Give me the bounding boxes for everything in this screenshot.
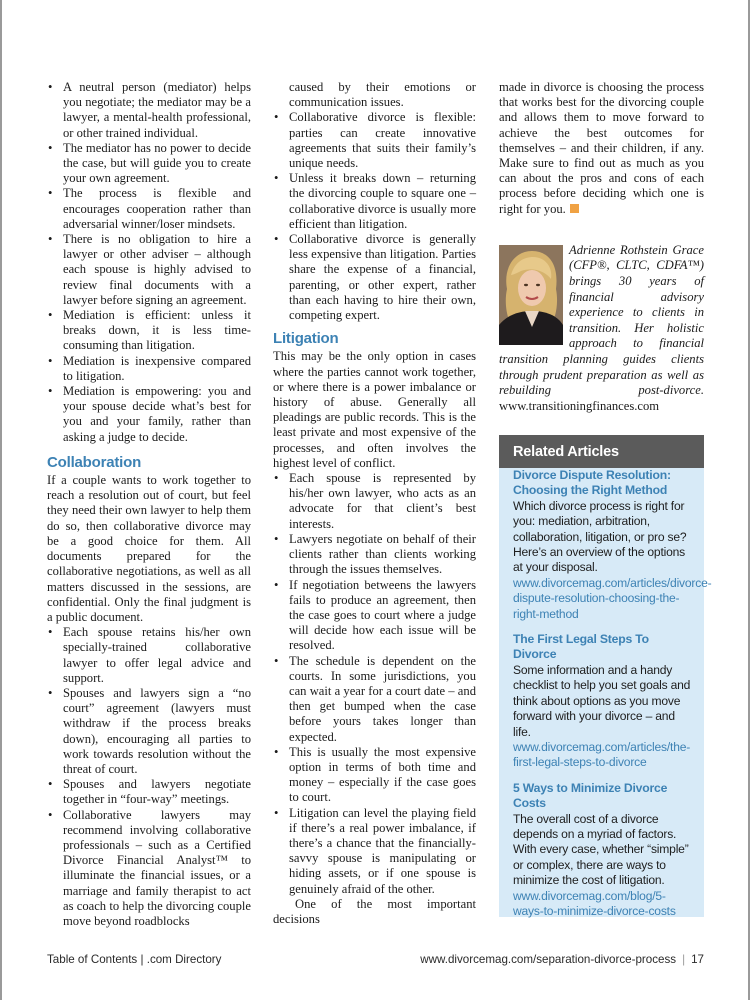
bullet-item: • There is no obligation to hire a lawyer or other adviser – although each spouse is highly advised to review final documents with a lawyer before signing an agreement. <box>47 232 251 308</box>
mediation-bullet-list <box>47 80 251 445</box>
continued-bullet-text: caused by their emotions or communication issues. <box>289 80 476 110</box>
footer-separator: | <box>682 953 686 966</box>
bullet-item: • The process is flexible and encourages cooperation rather than adversarial winner/loser mindsets. <box>47 186 251 232</box>
spacer <box>499 622 704 632</box>
column-2 <box>273 80 476 927</box>
bullet-item: • Litigation can level the playing field if there’s a real power imbalance, if there’s a chance that the financially-savvy spouse is manipulating or hiding assets, or if one spouse is genuinely afraid of the other. <box>273 806 476 897</box>
footer-right <box>420 953 704 966</box>
closing-text: made in divorce is choosing the process that works best for the divorcing couple and allows them to move forward to achieve the best outcomes for themselves – and their children, if any. Make sure to find out as much as you can about the pros and cons of each process before deciding which one is right for you. <box>499 80 704 216</box>
bullet-item: • This is usually the most expensive option in terms of both time and money – especially if the case goes to court. <box>273 745 476 806</box>
collaboration-bullet-list <box>47 625 251 929</box>
end-of-article-mark <box>570 204 579 213</box>
page-number: 17 <box>691 953 704 966</box>
collaboration-bullet-list-continued <box>273 110 476 323</box>
related-article-summary: The overall cost of a divorce depends on a myriad of factors. With every case, whether “simple” or complex, there are ways to minimize the cost of litigation. <box>513 811 689 888</box>
com-directory-link[interactable]: .com Directory <box>146 953 222 966</box>
litigation-bullet-list <box>273 471 476 897</box>
related-article-title[interactable]: 5 Ways to Minimize Divorce Costs <box>513 780 668 811</box>
bullet-item: • Spouses and lawyers negotiate together in “four-way” meetings. <box>47 777 251 807</box>
related-article-link[interactable]: www.divorcemag.com/articles/divorce-dispute-resolution-choosing-the-right-method <box>513 575 712 621</box>
related-article-summary: Which divorce process is right for you: mediation, arbitration, collaboration, litigation, or pro se? Here’s an overview of the options at your disposal. <box>513 498 687 575</box>
bullet-item: • Mediation is empowering: you and your spouse decide what’s best for you and your family, rather than asking a judge to decide. <box>47 384 251 445</box>
bullet-item: • Mediation is efficient: unless it breaks down, it is less time-consuming than litigation. <box>47 308 251 354</box>
related-article-title[interactable]: The First Legal Steps To Divorce <box>513 632 649 662</box>
collaboration-heading: Collaboration <box>47 453 142 471</box>
related-article <box>499 632 704 771</box>
bullet-item: • Collaborative divorce is flexible: parties can create innovative agreements that suits their family’s unique needs. <box>273 110 476 171</box>
related-article-summary: Some information and a handy checklist to help you set goals and think about options as you move forward with your divorce – and life. <box>513 662 691 739</box>
collaboration-intro: If a couple wants to work together to reach a resolution out of court, but feel they need their own lawyer to help them do so, then collaborative divorce may be a good choice for them. All documents prepared for the collaborative negotiations, as well as all matters discussed in the sessions, are confidential. Only the final judgment is a public document. <box>47 473 251 624</box>
column-3 <box>499 80 704 414</box>
bullet-item: • Each spouse is represented by his/her own lawyer, who acts as an advocate for that client’s best interests. <box>273 471 476 532</box>
bullet-item: • The mediator has no power to decide the case, but will guide you to create your own agreement. <box>47 141 251 187</box>
related-article-link[interactable]: www.divorcemag.com/articles/the-first-legal-steps-to-divorce <box>513 739 691 770</box>
footer-separator: | <box>140 953 144 966</box>
bullet-item: • Spouses and lawyers sign a “no court” agreement (lawyers must withdraw if the process breaks down), encouraging all parties to work towards resolution without the threat of court. <box>47 686 251 777</box>
related-articles-heading: Related Articles <box>499 435 704 468</box>
related-articles-box <box>499 435 712 918</box>
related-article <box>499 781 704 920</box>
litigation-heading: Litigation <box>273 330 339 348</box>
left-border <box>0 0 2 1000</box>
related-article-link[interactable]: www.divorcemag.com/blog/5-ways-to-minimize-divorce-costs <box>513 888 676 918</box>
bullet-item: • Each spouse retains his/her own specially-trained collaborative lawyer to offer legal advice and support. <box>47 625 251 686</box>
column-1 <box>47 80 251 929</box>
author-bio <box>499 243 704 415</box>
footer-left <box>47 953 221 966</box>
table-of-contents-link[interactable]: Table of Contents <box>47 953 138 966</box>
bullet-item: • Unless it breaks down – returning the divorcing couple to square one – collaborative divorce is usually more efficient than litigation. <box>273 171 476 232</box>
spacer <box>499 771 704 781</box>
bullet-item: • Mediation is inexpensive compared to litigation. <box>47 354 251 384</box>
closing-paragraph-start: One of the most important decisions <box>273 896 476 926</box>
related-article <box>499 468 712 622</box>
author-photo <box>499 245 563 345</box>
bullet-item: • If negotiation betweens the lawyers fails to produce an agreement, then the case goes to court where a judge will decide how each issue will be resolved. <box>273 578 476 654</box>
closing-paragraph-end <box>499 80 704 217</box>
bullet-item: • Collaborative divorce is generally less expensive than litigation. Parties share the expense of a financial, parenting, or other expert, rather than each having to hire their own, competing expert. <box>273 232 476 323</box>
related-article-title[interactable]: Divorce Dispute Resolution: Choosing the Right Method <box>513 468 671 498</box>
litigation-intro: This may be the only option in cases where the parties cannot work together, or where there is a power imbalance or history of abuse. Generally all pleadings are public records. This is the least private and most expensive of the processes, and often involves the highest level of conflict. <box>273 349 476 470</box>
footer-url-link[interactable]: www.divorcemag.com/separation-divorce-process <box>420 953 677 966</box>
bio-url-link[interactable]: www.transitioningfinances.com <box>499 398 660 413</box>
bullet-item: • Lawyers negotiate on behalf of their clients rather than clients working through the issues themselves. <box>273 532 476 578</box>
bullet-item: • A neutral person (mediator) helps you negotiate; the mediator may be a lawyer, a mental-health professional, or other trained individual. <box>47 80 251 141</box>
bio-text: Adrienne Rothstein Grace (CFP®, CLTC, CDFA™) brings 30 years of financial advisory experience to clients in transition. Her holistic approach to financial transition planning guides clients through prudent preparation as well as rebuilding post-divorce. <box>499 242 704 398</box>
bullet-item: • The schedule is dependent on the courts. In some jurisdictions, you can wait a year for a court date – and then get bumped when the case before yours takes longer than expected. <box>273 654 476 745</box>
bullet-item: • Collaborative lawyers may recommend involving collaborative professionals – such as a Certified Divorce Financial Analyst™ to illuminate the financial issues, or a marriage and family therapist to act as coach to help the divorcing couple move beyond roadblocks <box>47 808 251 930</box>
